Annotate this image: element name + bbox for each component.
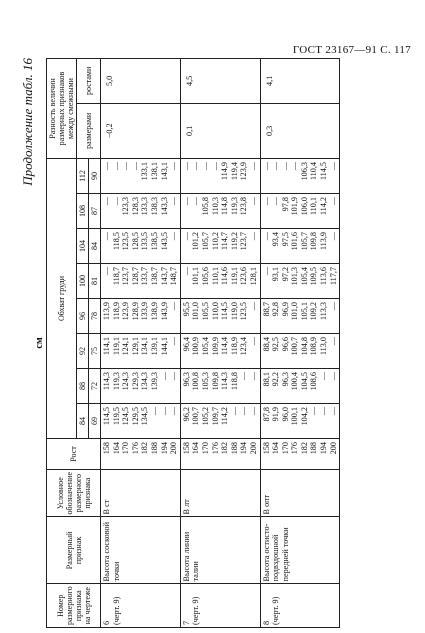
chest-size-header: 100 xyxy=(77,264,89,299)
row-heights: 158 164 170 176 182 188 194 200 xyxy=(260,439,340,470)
chest-size-header: 92 xyxy=(77,334,89,369)
page-header: ГОСТ 23167—91 С. 117 xyxy=(292,44,411,56)
chest-size-header: 112 xyxy=(77,159,89,194)
row-values: 95,5 101,0 105,5 110,0 114,5 119,0 123,5 — xyxy=(180,299,260,334)
header-symbol: Условное обозначение размерного признака xyxy=(47,470,101,517)
row-values: 88,4 92,5 96,6 100,7 104,8 108,9 113,0 — xyxy=(260,334,340,369)
chest-size-header: 108 xyxy=(77,194,89,229)
waist-size-header: 84 xyxy=(89,229,101,264)
chest-size-header: 104 xyxy=(77,229,89,264)
waist-size-header: 75 xyxy=(89,334,101,369)
row-symbol: В ст xyxy=(101,470,181,517)
header-number: Номер размерного признака на чертеже xyxy=(47,584,101,628)
continuation-title: Продолжение табл. 16 xyxy=(20,58,35,186)
row-diff-size: 0,1 xyxy=(180,103,260,158)
table-row xyxy=(260,59,340,628)
row-values: 96,3 100,8 105,3 109,8 114,3 118,8 — — xyxy=(180,369,260,404)
waist-size-header: 72 xyxy=(89,369,101,404)
row-diff-size: 0,3 xyxy=(260,103,340,158)
row-values: — 118,7 123,7 128,7 133,7 138,7 143,7 148,7 xyxy=(101,264,181,299)
rotated-table-page xyxy=(22,58,417,628)
row-symbol: В опт xyxy=(260,470,340,517)
row-values: — 101,1 105,6 110,1 114,6 119,1 123,6 128,1 xyxy=(180,264,260,299)
header-diff: Разность величин размерных признаков между смежными xyxy=(47,59,77,159)
waist-size-header: 81 xyxy=(89,264,101,299)
unit-label: см xyxy=(34,337,45,349)
row-values: 88,7 92,8 96,9 101,0 105,1 109,2 113,3 — xyxy=(260,299,340,334)
row-values: — — 105,8 110,3 114,8 119,3 123,8 — xyxy=(180,194,260,229)
row-values: 114,5 119,5 124,5 129,5 134,5 — — — xyxy=(101,404,181,439)
header-height: Рост xyxy=(47,439,101,470)
row-values: — — 123,3 128,3 133,3 138,3 143,3 — xyxy=(101,194,181,229)
row-heights: 158 164 170 176 182 188 194 200 xyxy=(180,439,260,470)
row-number: 8 (черт. 9) xyxy=(260,584,340,628)
table-row xyxy=(180,59,260,628)
chest-size-header: 88 xyxy=(77,369,89,404)
row-values: — 118,5 123,5 128,5 133,5 138,5 143,5 — xyxy=(101,229,181,264)
row-values: 88,1 92,2 96,3 100,4 104,5 108,6 — — xyxy=(260,369,340,404)
header-chest-group: Обхват груди xyxy=(47,159,77,439)
row-values: — 93,1 97,2 101,3 105,4 109,5 113,6 117,7 xyxy=(260,264,340,299)
row-values: 96,2 100,7 105,2 109,7 114,2 — — — xyxy=(180,404,260,439)
chest-size-header: 84 xyxy=(77,404,89,439)
row-values: 114,1 119,1 124,1 129,1 134,1 139,1 144,1 — xyxy=(101,334,181,369)
row-feature: Высота линии талии xyxy=(180,517,260,584)
measurement-table xyxy=(46,58,340,628)
row-diff-size: −0,2 xyxy=(101,103,181,158)
row-values: — — 97,8 101,9 106,0 110,1 114,2 — xyxy=(260,194,340,229)
header-diff-sizes: размерами xyxy=(77,103,101,158)
row-values: 87,8 91,9 96,0 100,1 104,2 — — — xyxy=(260,404,340,439)
header-feature: Размерный признак xyxy=(47,517,101,584)
row-values: — 93,4 97,5 101,6 105,7 109,8 113,9 — xyxy=(260,229,340,264)
row-values: — — — — 133,1 138,1 143,1 — xyxy=(101,159,181,194)
row-values: 96,4 100,9 105,4 109,9 114,4 118,9 123,4 — xyxy=(180,334,260,369)
row-values: — 101,2 105,7 110,2 114,7 119,2 123,7 — xyxy=(180,229,260,264)
row-diff-height: 5,0 xyxy=(101,59,181,104)
chest-size-header: 96 xyxy=(77,299,89,334)
row-heights: 158 164 170 176 182 188 194 200 xyxy=(101,439,181,470)
row-symbol: В лт xyxy=(180,470,260,517)
row-diff-height: 4,1 xyxy=(260,59,340,104)
row-number: 6 (черт. 9) xyxy=(101,584,181,628)
row-values: — — — — 114,9 119,4 123,9 — xyxy=(180,159,260,194)
row-values: 114,3 119,3 124,3 129,3 134,3 139,3 — — xyxy=(101,369,181,404)
waist-size-header: 78 xyxy=(89,299,101,334)
waist-size-header: 90 xyxy=(89,159,101,194)
row-feature: Высота сосковой точки xyxy=(101,517,181,584)
row-diff-height: 4,5 xyxy=(180,59,260,104)
row-values: 113,9 118,9 123,9 128,9 133,9 138,9 143,9 — xyxy=(101,299,181,334)
waist-size-header: 87 xyxy=(89,194,101,229)
row-feature: Высота остисто-подвздошной передней точки xyxy=(260,517,340,584)
waist-size-header: 69 xyxy=(89,404,101,439)
row-values: — — — — 106,3 110,4 114,5 — xyxy=(260,159,340,194)
row-number: 7 (черт. 9) xyxy=(180,584,260,628)
header-diff-heights: ростами xyxy=(77,59,101,104)
table-row xyxy=(101,59,181,628)
